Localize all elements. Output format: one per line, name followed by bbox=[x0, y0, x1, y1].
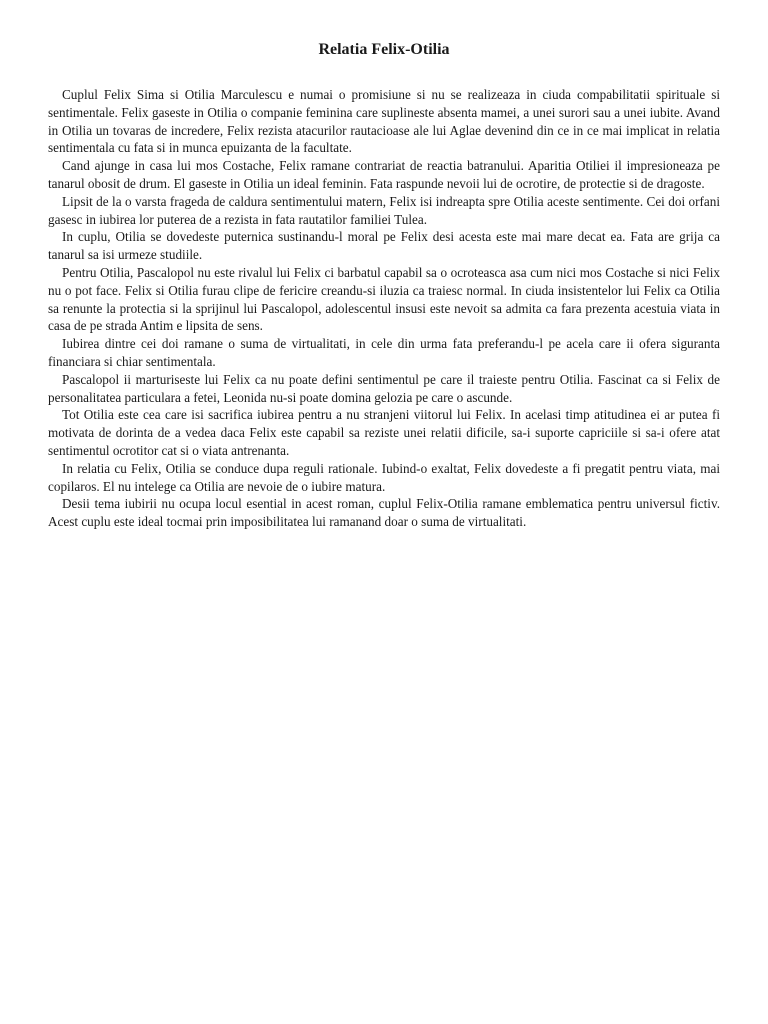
document-title: Relatia Felix-Otilia bbox=[318, 41, 450, 58]
paragraph-2: Cand ajunge in casa lui mos Costache, Felix ramane contrariat de reactia batranului. Aparitia Otiliei il impresioneaza pe tanarul obosit de drum. El gaseste in Otilia un ideal feminin. Fata raspunde nevoii lui de ocrotire, de protectie si de dragoste. bbox=[48, 158, 720, 191]
paragraph-8: Tot Otilia este cea care isi sacrifica iubirea pentru a nu stranjeni viitorul lui Felix. In acelasi timp atitudinea ei ar putea fi motivata de dorinta de a vedea daca Felix este capabil sa reziste unei relatii dificile, sa-i suporte capriciile si sa-i ofere atat sentimentul ocrotitor cat si o viata antrenanta. bbox=[48, 407, 720, 458]
paragraph-7: Pascalopol ii marturiseste lui Felix ca nu poate defini sentimentul pe care il traieste pentru Otilia. Fascinat ca si Felix de personalitatea particulara a fetei, Leonida nu-si poate domina gelozia pe care o ascunde. bbox=[48, 371, 720, 405]
document-page bbox=[48, 40, 720, 531]
paragraph-4: In cuplu, Otilia se dovedeste puternica sustinandu-l moral pe Felix desi acesta este mai mare decat ea. Fata are grija ca tanarul sa isi urmeze studiile. bbox=[48, 229, 720, 263]
paragraph-6: Iubirea dintre cei doi ramane o suma de virtualitati, in cele din urma fata preferandu-l pe acela care ii ofera siguranta financiara si chiar sentimentala. bbox=[48, 336, 720, 369]
document-body bbox=[48, 86, 720, 531]
paragraph-10: Desii tema iubirii nu ocupa locul esential in acest roman, cuplul Felix-Otilia ramane emblematica pentru universul fictiv. Acest cuplu este ideal tocmai prin imposibilitatea lui ramanand doar o suma de virtualitati. bbox=[48, 496, 720, 530]
paragraph-3: Lipsit de la o varsta frageda de caldura sentimentului matern, Felix isi indreapta spre Otilia aceste sentimente. Cei doi orfani gasesc in iubirea lor puterea de a rezista in fata rautatilor familiei Tulea. bbox=[48, 193, 720, 227]
paragraph-1: Cuplul Felix Sima si Otilia Marculescu e numai o promisiune si nu se realizeaza in ciuda compabilitatii spirituale si sentimentale. Felix gaseste in Otilia o companie feminina care suplineste absenta mamei, a unei surori sau a unei iubite. Avand in Otilia un tovaras de incredere, Felix rezista atacurilor rautacioase ale lui Aglae devenind din ce in ce mai implicat in relatia sentimentala cu fata si in munca epuizanta de la facultate. bbox=[48, 87, 720, 156]
paragraph-5: Pentru Otilia, Pascalopol nu este rivalul lui Felix ci barbatul capabil sa o ocroteasca asa cum nici mos Costache si nici Felix nu o pot face. Felix si Otilia furau clipe de fericire creandu-si iluzia ca traiesc normal. In ciuda insistentelor lui Felix ca Otilia sa renunte la protectia si la sprijinul lui Pascalopol, adolescentul insusi este nevoit sa admita ca fara prezenta acestuia viata in casa de pe strada Antim e lipsita de sens. bbox=[48, 264, 720, 334]
paragraph-9: In relatia cu Felix, Otilia se conduce dupa reguli rationale. Iubind-o exaltat, Felix dovedeste a fi pregatit pentru viata, mai copilaros. El nu intelege ca Otilia are nevoie de o iubire matura. bbox=[48, 460, 720, 494]
